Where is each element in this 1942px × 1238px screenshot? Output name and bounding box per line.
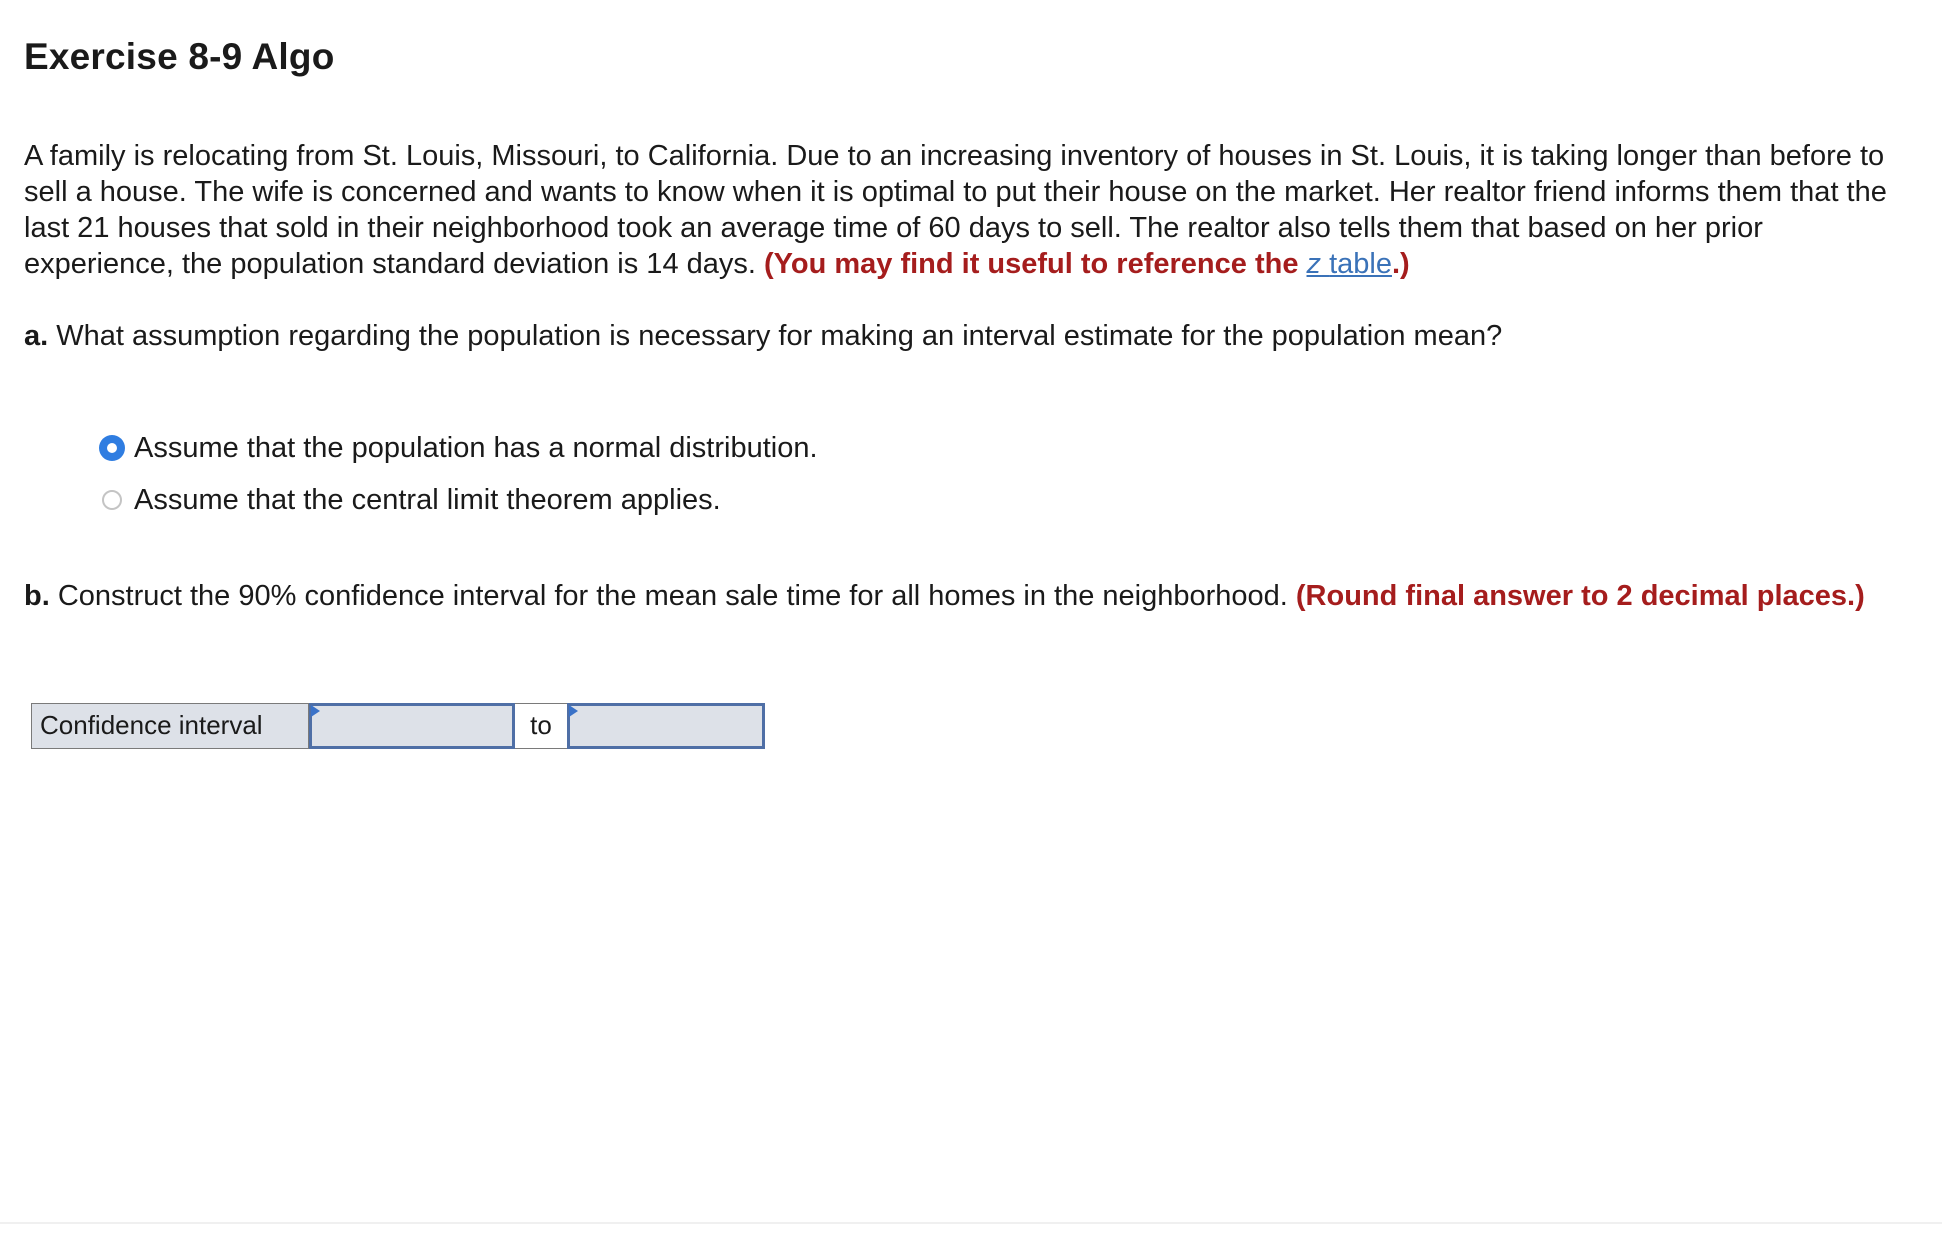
option-normal-distribution[interactable]: [102, 422, 818, 474]
option-label: Assume that the central limit theorem applies.: [134, 483, 721, 516]
confidence-interval-row: [31, 703, 765, 749]
rounding-instruction: (Round final answer to 2 decimal places.): [1295, 580, 1865, 612]
question-a-label: a.: [24, 320, 49, 352]
problem-intro: A family is relocating from St. Louis, Missouri, to California. Due to an increasing inventory of houses in St. Louis, it is taking longer than before to sell a house. The wife is concerned and wants to know when it is optimal to put their house on the market. Her realtor friend informs them that the last 21 houses that sold in their neighborhood took an average time of 60 days to sell. The realtor also tells them that based on her prior experience, the population standard deviation is 14 days.: [24, 140, 1887, 280]
confidence-interval-label: Confidence interval: [31, 703, 309, 749]
radio-unselected-icon[interactable]: [102, 490, 122, 510]
upper-bound-input[interactable]: [567, 703, 765, 749]
question-a: [24, 318, 1502, 354]
question-b-label: b.: [24, 580, 50, 612]
table-word: table: [1329, 248, 1392, 280]
option-label: Assume that the population has a normal distribution.: [134, 431, 818, 464]
assumption-options: [102, 422, 818, 526]
to-separator: to: [515, 703, 567, 749]
hint-prefix: (You may find it useful to reference the: [764, 248, 1307, 280]
question-b-text: Construct the 90% confidence interval for the mean sale time for all homes in the neighborhood.: [57, 580, 1288, 612]
question-a-text: What assumption regarding the population is necessary for making an interval estimate for the population mean?: [56, 320, 1503, 352]
question-b: [24, 578, 1904, 614]
z-table-link[interactable]: [1307, 248, 1392, 280]
option-central-limit-theorem[interactable]: [102, 474, 818, 526]
radio-selected-icon[interactable]: [99, 435, 125, 461]
reference-hint: [764, 248, 1410, 280]
bottom-divider: [0, 1222, 1942, 1224]
z-letter: z: [1306, 248, 1322, 280]
hint-suffix: .): [1391, 248, 1410, 280]
problem-statement: [24, 138, 1904, 282]
lower-bound-input[interactable]: [309, 703, 515, 749]
exercise-title: Exercise 8-9 Algo: [24, 36, 335, 77]
